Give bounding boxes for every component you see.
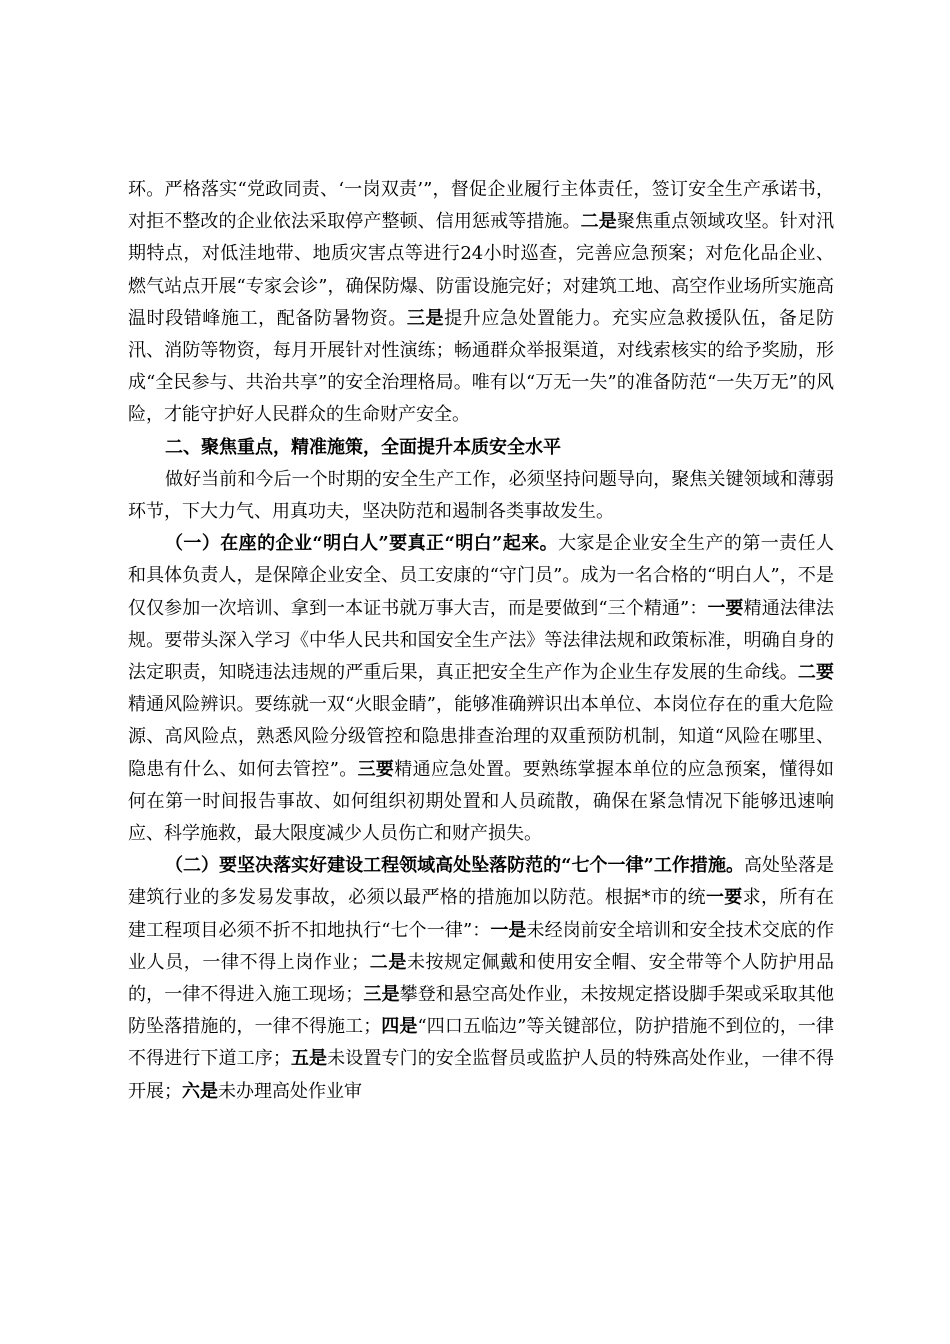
bold-marker: 一是: [490, 919, 527, 941]
bold-marker: 六是: [182, 1080, 218, 1102]
bold-marker: 四是: [381, 1016, 418, 1038]
subsection-title: （二）要坚决落实好建设工程领域高处坠落防范的“七个一律”工作措施。: [165, 855, 744, 877]
paragraph-subsection-1: [128, 528, 834, 850]
text-run: 聚焦重点领域攻坚。针对汛期特点，对低洼地带、地质灾害点等进行24小时巡查，完善应急预案；对危化品企业、燃气站点开展“专家会诊”，确保防爆、防雷设施完好；对建筑工地、高空作业场所实施高温时段错峰施工，配备防暑物资。: [128, 211, 835, 329]
paragraph-subsection-2: [128, 850, 834, 1108]
subsection-title: （一）在座的企业“明白人”要真正“明白”起来。: [165, 533, 559, 555]
bold-marker: 二要: [797, 662, 834, 684]
text-run: 精通应急处置。要熟练掌握本单位的应急预案，懂得如何在第一时间报告事故、如何组织初期处置和人员疏散，确保在紧急情况下能够迅速响应、科学施救，最大限度减少人员伤亡和财产损失。: [128, 758, 835, 845]
text-run: 未按规定佩戴和使用安全帽、安全带等个人防护用品的，一律不得进入施工现场；: [128, 951, 835, 1006]
text-run: “四口五临边”等关键部位，防护措施不到位的，一律不得进行下道工序；: [128, 1016, 835, 1070]
text-run: 未办理高处作业审: [218, 1080, 362, 1102]
bold-marker: 三是: [406, 307, 445, 329]
text-run: 精通法律法规。要带头深入学习《中华人民共和国安全生产法》等法律法规和政策标准，明确自身的法定职责，知晓违法违规的严重后果，真正把安全生产作为企业生存发展的生命线。: [128, 597, 835, 684]
bold-marker: 二是: [369, 951, 407, 973]
paragraph-continuation: [128, 174, 834, 432]
text-run: 精通风险辨识。要练就一双“火眼金睛”，能够准确辨识出本单位、本岗位存在的重大危险源、高风险点，熟悉风险分级管控和隐患排查治理的双重预防机制，知道“风险在哪里、隐患有什么、如何去管控”。: [128, 694, 834, 780]
bold-marker: 三是: [363, 984, 400, 1006]
paragraph-intro: 做好当前和今后一个时期的安全生产工作，必须坚持问题导向，聚焦关键领域和薄弱环节，下大力气、用真功夫，坚决防范和遏制各类事故发生。: [128, 468, 834, 523]
text-run: 大家是企业安全生产的第一责任人和具体负责人，是保障企业安全、员工安康的“守门员”。成为一名合格的“明白人”，不是仅仅参加一次培训、拿到一本证书就万事大吉，而是要做到“三个精通”：: [128, 533, 835, 619]
text-run: 高处坠落是建筑行业的多发易发事故，必须以最严格的措施加以防范。根据*市的统: [128, 855, 834, 909]
bold-marker: 一要: [707, 597, 744, 619]
bold-marker: 一要: [705, 887, 743, 909]
text-run: 攀登和悬空高处作业，未按规定搭设脚手架或采取其他防坠落措施的，一律不得施工；: [128, 984, 835, 1038]
text-run: 求，所有在建工程项目必须不折不扣地执行“七个一律”：: [128, 887, 835, 941]
bold-marker: 五是: [290, 1048, 328, 1070]
text-run: 环。严格落实“党政同责、‘一岗双责’”，督促企业履行主体责任，签订安全生产承诺书，对拒不整改的企业依法采取停产整顿、信用惩戒等措施。: [128, 179, 834, 233]
text-run: 未设置专门的安全监督员或监护人员的特殊高处作业，一律不得开展；: [128, 1048, 835, 1102]
document-body: [128, 174, 834, 1108]
bold-marker: 三要: [357, 758, 395, 780]
text-run: 提升应急处置能力。充实应急救援队伍，备足防汛、消防等物资，每月开展针对性演练；畅通群众举报渠道，对线索核实的给予奖励，形成“全民参与、共治共享”的安全治理格局。唯有以“万无一失”的准备防范“一失万无”的风险，才能守护好人民群众的生命财产安全。: [128, 307, 835, 426]
section-heading: 二、聚焦重点，精准施策，全面提升本质安全水平: [165, 436, 561, 458]
bold-marker: 二是: [580, 211, 617, 233]
text-run: 未经岗前安全培训和安全技术交底的作业人员，一律不得上岗作业；: [128, 919, 835, 973]
